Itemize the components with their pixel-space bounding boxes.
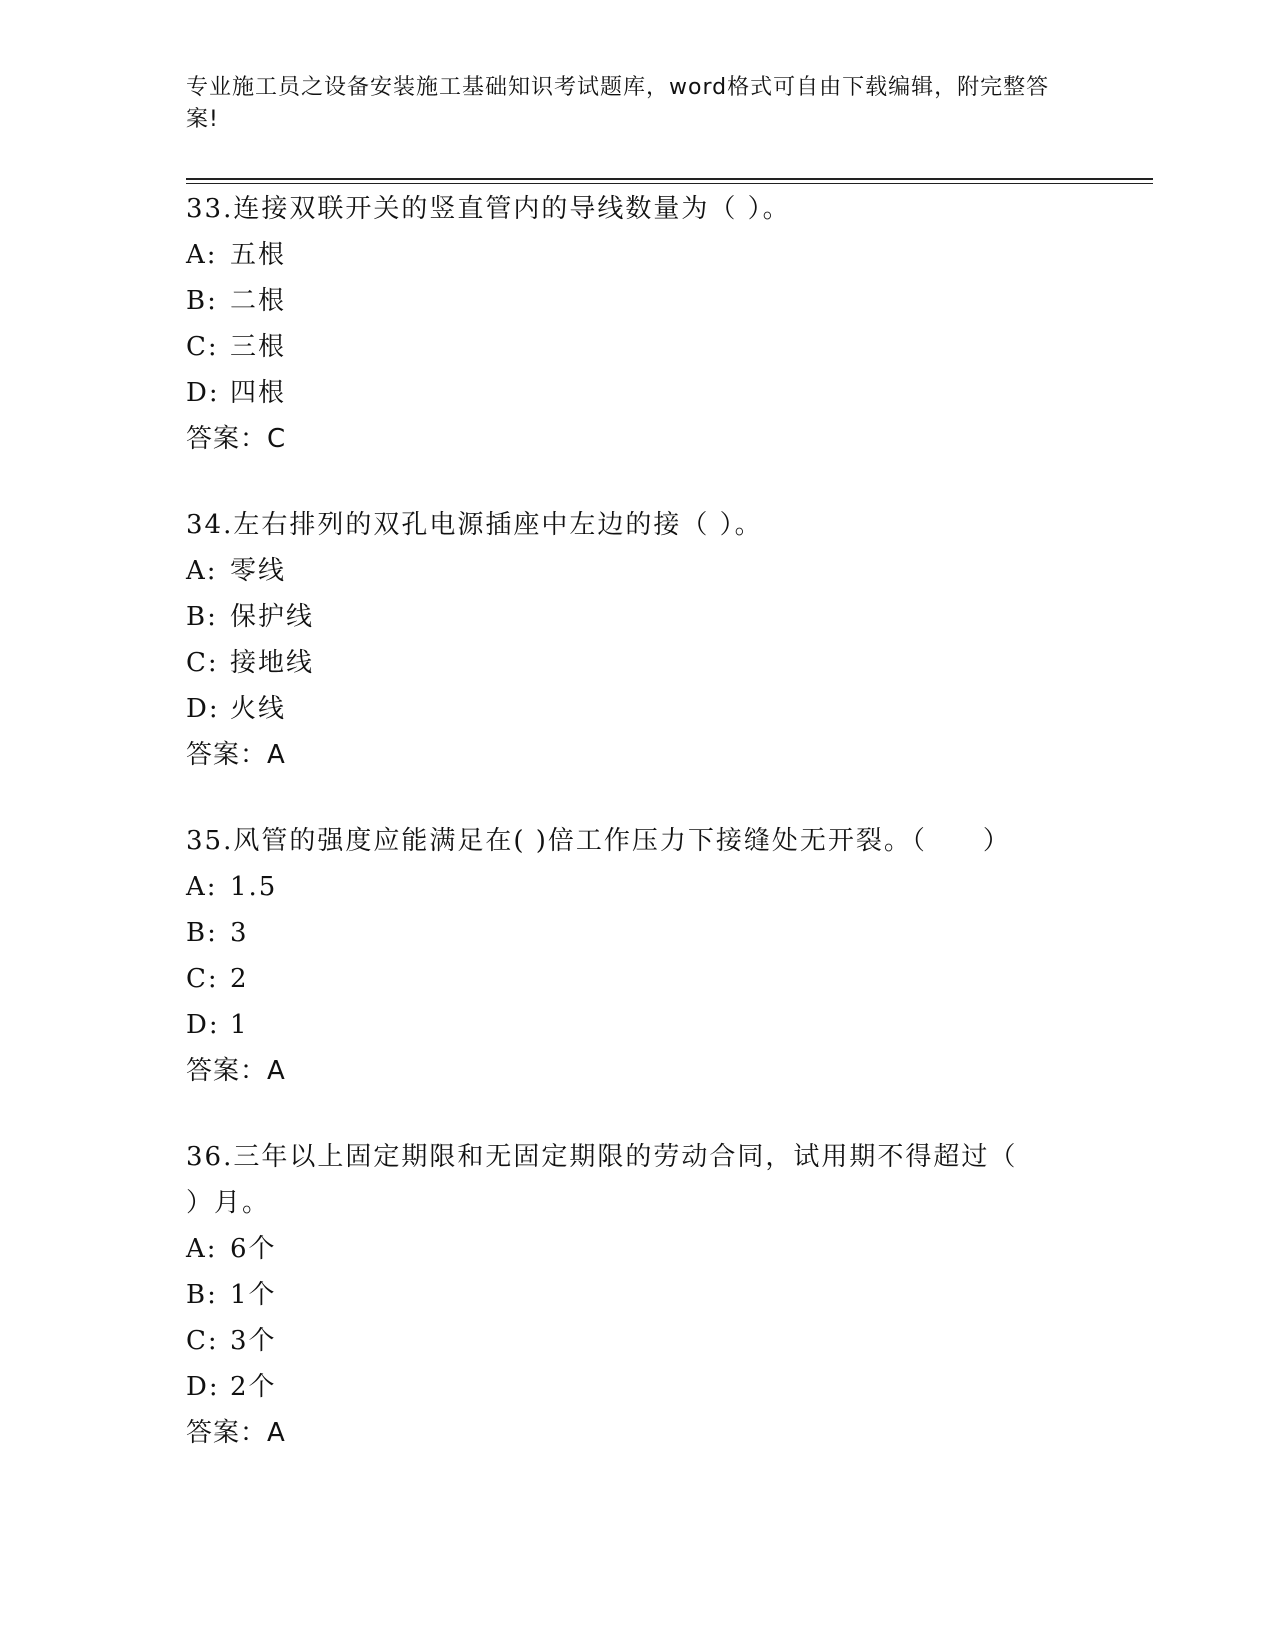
option-letter: A: [186, 556, 218, 586]
question-35 [186, 818, 1086, 1094]
option-d [186, 686, 1086, 732]
option-b [186, 910, 1086, 956]
option-c [186, 1318, 1036, 1364]
option-text: 1个 [230, 1280, 277, 1310]
option-text: 二根 [230, 286, 287, 316]
option-letter: D: [186, 694, 220, 724]
question-34 [186, 502, 1086, 778]
option-letter: C: [186, 964, 219, 994]
option-letter: B: [186, 918, 218, 948]
option-text: 1.5 [230, 872, 278, 902]
question-stem: 33.连接双联开关的竖直管内的导线数量为（ ）。 [186, 194, 791, 224]
option-letter: B: [186, 602, 218, 632]
option-text: 3 [230, 918, 249, 948]
option-b [186, 594, 1086, 640]
option-text: 3个 [230, 1326, 277, 1356]
option-text: 6个 [230, 1234, 277, 1264]
question-36 [186, 1134, 1036, 1456]
option-c [186, 956, 1086, 1002]
answer-line: 答案：A [186, 740, 286, 770]
option-text: 接地线 [230, 648, 315, 678]
option-letter: A: [186, 872, 218, 902]
option-text: 四根 [230, 378, 287, 408]
question-stem: 35.风管的强度应能满足在( )倍工作压力下接缝处无开裂。（ ） [186, 826, 1011, 856]
option-d [186, 370, 1086, 416]
option-a [186, 232, 1086, 278]
option-d [186, 1364, 1036, 1410]
option-letter: D: [186, 1010, 220, 1040]
document-header: 专业施工员之设备安装施工基础知识考试题库，word格式可自由下载编辑，附完整答案! [186, 75, 1050, 132]
answer-line: 答案：A [186, 1056, 286, 1086]
option-letter: A: [186, 1234, 218, 1264]
option-letter: B: [186, 1280, 218, 1310]
option-c [186, 640, 1086, 686]
header-divider-thick [186, 178, 1153, 180]
answer-line: 答案：C [186, 424, 287, 454]
option-text: 2 [230, 964, 249, 994]
option-text: 1 [230, 1010, 249, 1040]
option-b [186, 1272, 1036, 1318]
option-text: 五根 [230, 240, 287, 270]
option-text: 三根 [230, 332, 287, 362]
option-c [186, 324, 1086, 370]
option-letter: D: [186, 378, 220, 408]
option-a [186, 1226, 1036, 1272]
option-d [186, 1002, 1086, 1048]
question-33 [186, 186, 1086, 462]
option-letter: D: [186, 1372, 220, 1402]
option-a [186, 864, 1086, 910]
option-text: 2个 [230, 1372, 277, 1402]
answer-line: 答案：A [186, 1418, 286, 1448]
option-letter: C: [186, 648, 219, 678]
option-text: 火线 [230, 694, 287, 724]
option-a [186, 548, 1086, 594]
option-text: 保护线 [230, 602, 315, 632]
option-b [186, 278, 1086, 324]
option-letter: B: [186, 286, 218, 316]
option-text: 零线 [230, 556, 287, 586]
option-letter: C: [186, 1326, 219, 1356]
option-letter: A: [186, 240, 218, 270]
question-stem: 34.左右排列的双孔电源插座中左边的接（ ）。 [186, 510, 763, 540]
option-letter: C: [186, 332, 219, 362]
header-divider-thin [186, 183, 1153, 184]
question-stem: 36.三年以上固定期限和无固定期限的劳动合同，试用期不得超过（ ）月。 [186, 1142, 1018, 1218]
